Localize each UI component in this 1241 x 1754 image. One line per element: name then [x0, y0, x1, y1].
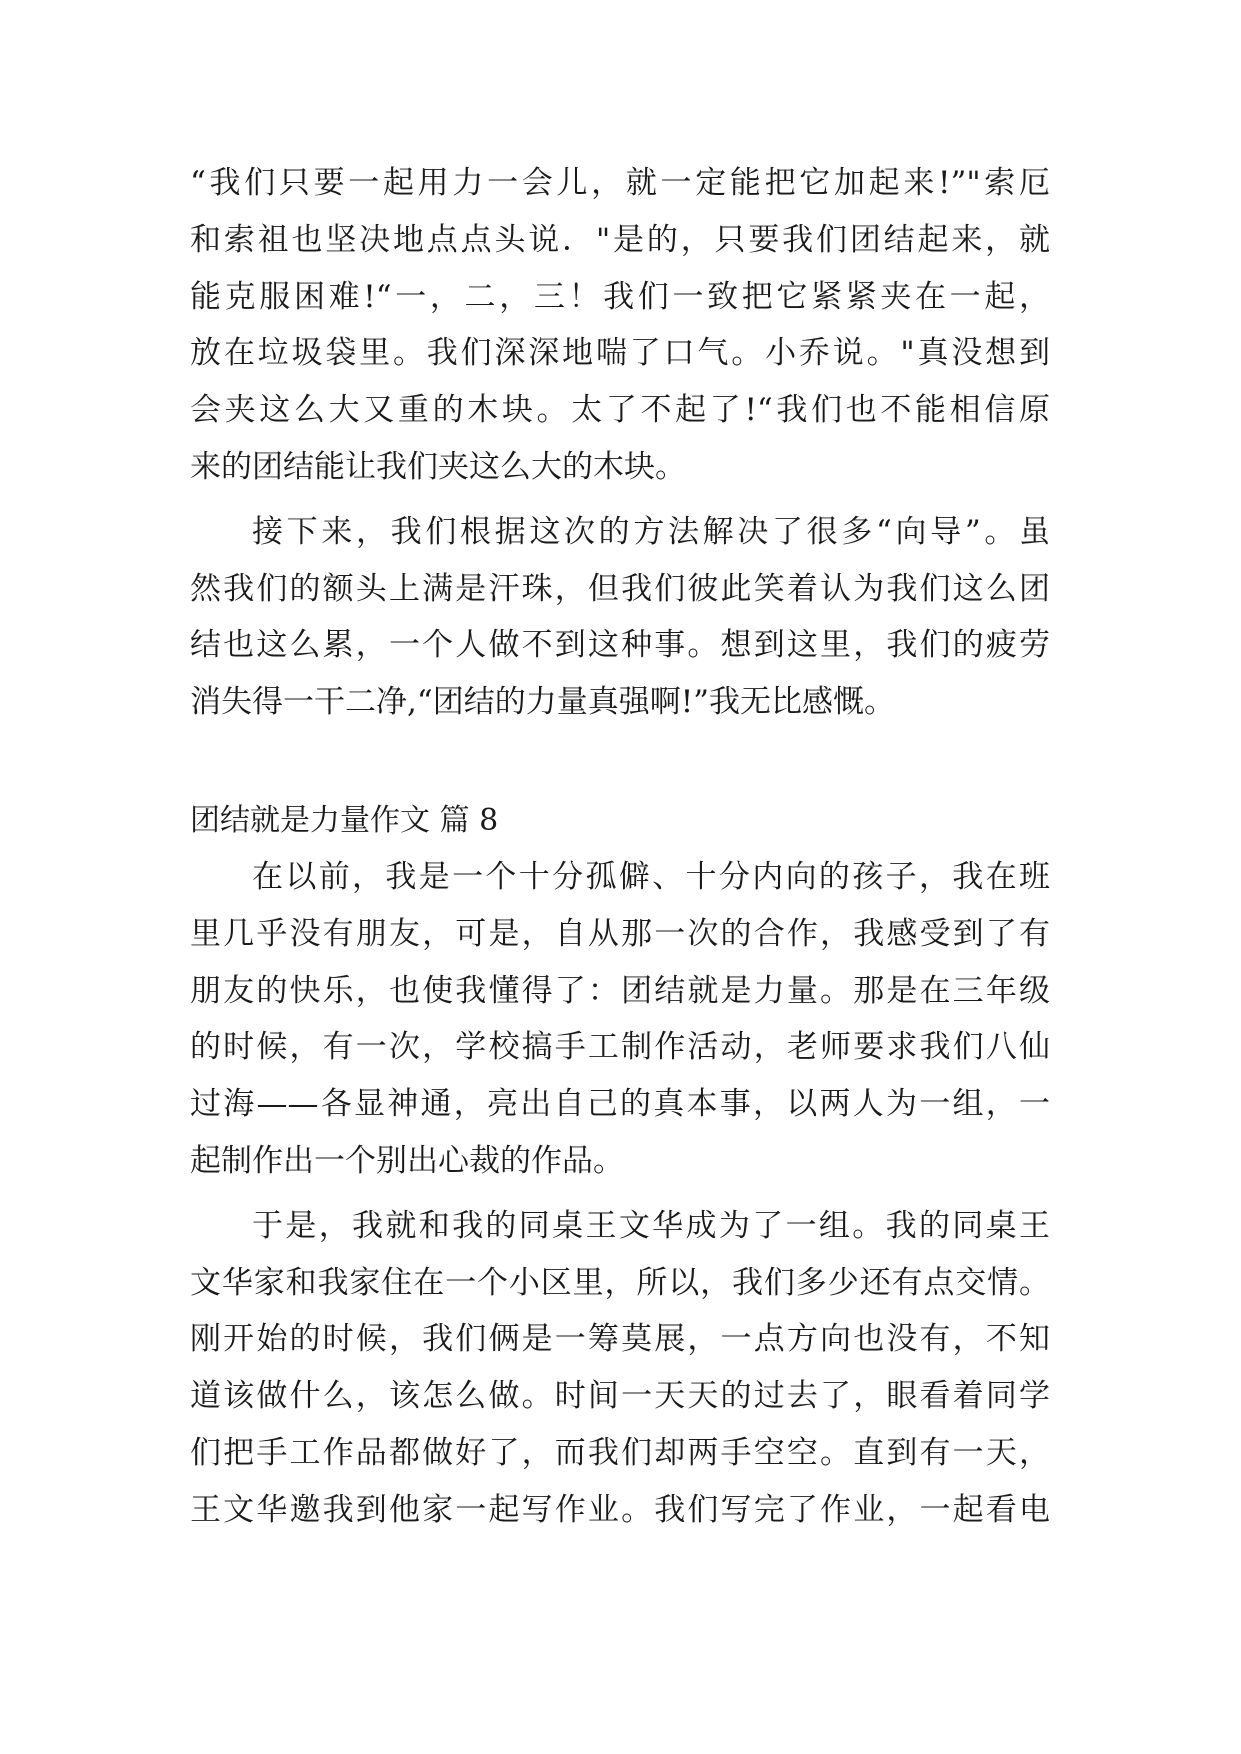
text-line: 文华家和我家住在一个小区里，所以，我们多少还有点交情。 [190, 1264, 1050, 1301]
text-line: 放在垃圾袋里。我们深深地喘了口气。小乔说。"真没想到 [190, 335, 1050, 372]
text-line: 刚开始的时候，我们俩是一筹莫展，一点方向也没有，不知 [190, 1321, 1050, 1358]
paragraph [190, 1198, 1050, 1539]
text-line: 的时候，有一次，学校搞手工制作活动，老师要求我们八仙 [190, 1029, 1050, 1066]
text-line: 于是，我就和我的同桌王文华成为了一组。我的同桌王 [252, 1207, 1050, 1244]
text-line: 会夹这么大又重的木块。太了不起了!“我们也不能相信原 [190, 392, 1050, 429]
text-line: 起制作出一个别出心裁的作品。 [190, 1142, 624, 1179]
text-line: 结也这么累，一个人做不到这种事。想到这里，我们的疲劳 [190, 627, 1050, 664]
paragraph [190, 849, 1050, 1190]
text-line: 来的团结能让我们夹这么大的木块。 [190, 448, 686, 485]
text-line: 道该做什么，该怎么做。时间一天天的过去了，眼看着同学 [190, 1378, 1050, 1415]
text-line: 和索祖也坚决地点点头说．"是的，只要我们团结起来，就 [190, 221, 1050, 258]
text-line: 里几乎没有朋友，可是，自从那一次的合作，我感受到了有 [190, 915, 1050, 952]
text-line: 接下来，我们根据这次的方法解决了很多“向导”。虽 [252, 513, 1050, 550]
document-body [190, 155, 1050, 1547]
text-line: 在以前，我是一个十分孤僻、十分内向的孩子，我在班 [252, 858, 1050, 895]
paragraph [190, 504, 1050, 731]
text-line: “我们只要一起用力一会儿，就一定能把它加起来!”"索厄 [190, 165, 1050, 201]
section-heading: 团结就是力量作文 篇 8 [190, 802, 499, 838]
paragraph-continuation [190, 155, 1050, 496]
text-line: 然我们的额头上满是汗珠，但我们彼此笑着认为我们这么团 [190, 570, 1050, 607]
text-line: 消失得一干二净,“团结的力量真强啊!”我无比感慨。 [190, 684, 896, 721]
text-line: 能克服困难!“一，二，三！我们一致把它紧紧夹在一起， [190, 278, 1050, 315]
text-line: 们把手工作品都做好了，而我们却两手空空。直到有一天， [190, 1434, 1050, 1471]
text-line: 过海——各显神通，亮出自己的真本事，以两人为一组，一 [190, 1086, 1050, 1123]
text-line: 朋友的快乐，也使我懂得了：团结就是力量。那是在三年级 [190, 972, 1050, 1009]
text-line: 王文华邀我到他家一起写作业。我们写完了作业，一起看电 [190, 1491, 1050, 1528]
